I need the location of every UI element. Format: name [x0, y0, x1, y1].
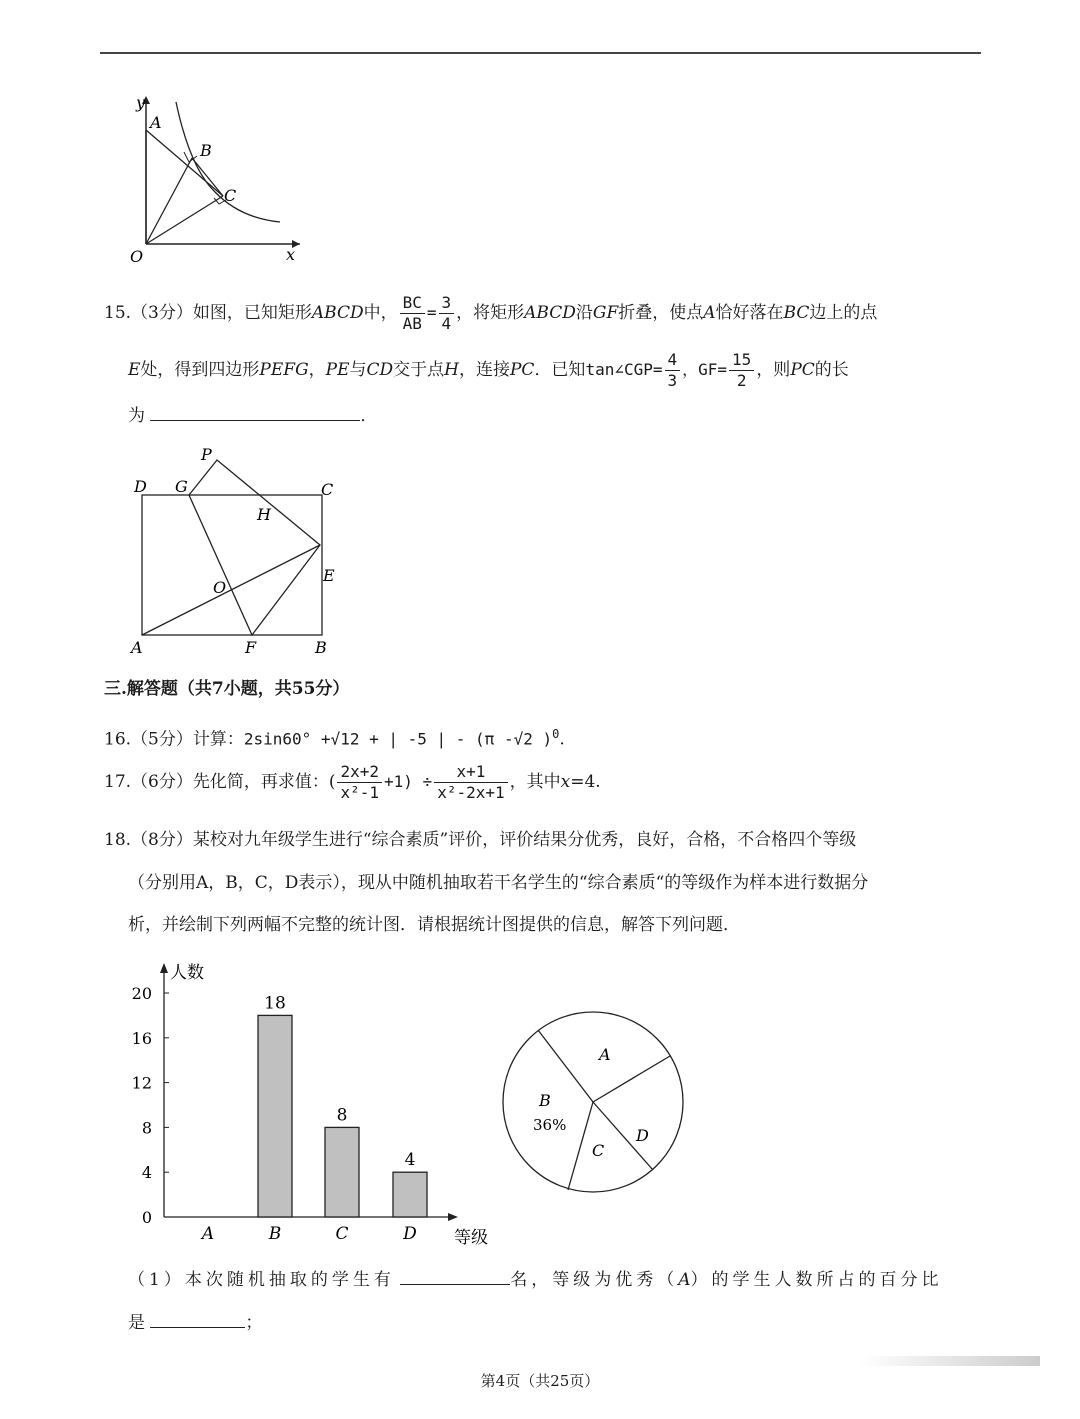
segment-OB: [146, 158, 192, 244]
bar-ytick-label: 8: [141, 1118, 152, 1138]
scan-shadow: [860, 1356, 1040, 1366]
pie-label-D: D: [636, 1126, 649, 1145]
question-18-line1: 18.（8分）某校对九年级学生进行“综合素质”评价，评价结果分优秀，良好，合格，不合格四个等级: [104, 830, 857, 850]
question-16: 16.（5分）计算：2sin60° +√12 + | -5 | - (π -√2 )$^0$.: [104, 727, 565, 750]
pie-divider-BC: [568, 1102, 593, 1190]
fraction-bc-ab: $\frac{BC}{AB}$: [400, 293, 425, 334]
question-15-line1: 15.（3分）如图，已知矩形ABCD中， $\frac{BC}{AB}$ = $\frac{3}{4}$ ，将矩形ABCD沿GF折叠，使点A恰好落在BC边上的点: [104, 293, 878, 333]
label-y: y: [136, 93, 146, 112]
fraction-3-4: $\frac{3}{4}$: [439, 293, 455, 334]
quad-PEFG: [189, 460, 320, 635]
bar-x-axis-arrow: [448, 1213, 458, 1221]
bar-ytick-label: 4: [141, 1163, 152, 1183]
segment-AC: [146, 130, 223, 196]
figure-14: [120, 88, 310, 268]
answer-blank-count: [400, 1268, 510, 1285]
pie-label-A: A: [599, 1045, 611, 1064]
label-C: C: [224, 186, 237, 205]
question-15-line3: 为 ．: [128, 406, 378, 426]
bar-D: [393, 1172, 427, 1217]
bar-chart: [120, 955, 500, 1255]
label-F: F: [245, 638, 257, 657]
label-O: O: [130, 247, 144, 266]
label-P: P: [201, 445, 212, 464]
bar-ytick-label: 0: [141, 1208, 152, 1227]
bar-data-label-B: 18: [264, 993, 286, 1014]
bar-category-A: A: [201, 1224, 215, 1244]
question-15-line2: E处，得到四边形PEFG，PE与CD交于点H，连接PC．已知tan∠CGP= $\frac{4}{3}$ ，GF= $\frac{15}{2}$ ，则PC的长: [128, 350, 849, 390]
bar-category-B: B: [268, 1224, 282, 1244]
segment-BC: [192, 158, 223, 196]
pie-value-B: 36%: [533, 1116, 567, 1134]
page-footer: 第4页（共25页）: [480, 1372, 600, 1390]
bar-ylabel: 人数: [170, 963, 204, 983]
fraction-1: $\frac{2x+2}{\text{x²-1}}$: [337, 762, 382, 803]
rectangle-ABCD: [142, 495, 322, 635]
fraction-4-3: $\frac{4}{3}$: [665, 350, 681, 391]
top-rule: [100, 52, 981, 54]
bar-category-D: D: [403, 1224, 417, 1244]
fraction-15-2: $\frac{15}{2}$: [729, 350, 754, 391]
label-E: E: [323, 566, 335, 585]
label-C: C: [321, 480, 334, 499]
bar-ytick-label: 12: [131, 1073, 152, 1093]
question-18-sub1-line1: （1）本次随机抽取的学生有 名，等级为优秀（A）的学生人数所占的百分比: [128, 1270, 943, 1290]
bar-y-axis-arrow: [160, 963, 168, 973]
segment-OC: [146, 196, 223, 244]
label-B: B: [315, 638, 327, 657]
label-B: B: [200, 141, 212, 160]
bar-xlabel: 等级: [454, 1228, 488, 1248]
pie-label-C: C: [592, 1141, 605, 1160]
answer-blank-percent: [150, 1311, 245, 1328]
question-18-sub1-line2: 是 ；: [128, 1313, 263, 1333]
section-heading: 三.解答题（共7小题，共55分）: [104, 679, 350, 699]
label-A: A: [131, 638, 143, 657]
pie-chart: [495, 1010, 695, 1210]
bar-C: [325, 1127, 359, 1217]
label-O: O: [213, 578, 227, 597]
question-18-line3: 析，并绘制下列两幅不完整的统计图．请根据统计图提供的信息，解答下列问题．: [128, 915, 740, 935]
label-x: x: [286, 245, 296, 264]
question-17: 17.（6分）先化简，再求值：( $\frac{2x+2}{\text{x²-1}}$ +1) ÷ $\frac{x+1}{\text{x²-2x+1}}$ ，其中x=4.: [104, 762, 601, 802]
bar-ytick-label: 16: [131, 1028, 152, 1048]
bar-B: [258, 1015, 292, 1217]
label-G: G: [175, 477, 188, 496]
bar-data-label-D: 4: [404, 1150, 416, 1171]
fraction-2: $\frac{x+1}{\text{x²-2x+1}}$: [434, 762, 507, 803]
bar-ytick-label: 20: [131, 984, 152, 1003]
question-18-line2: （分别用A，B，C，D表示），现从中随机抽取若干名学生的“综合素质“的等级作为样本进行数据分: [128, 873, 869, 893]
segment-AE: [142, 545, 320, 635]
figure-15: [125, 440, 355, 660]
label-D: D: [134, 477, 147, 496]
answer-blank-15: [150, 404, 360, 421]
bar-category-C: C: [335, 1224, 349, 1244]
label-H: H: [257, 505, 271, 524]
bar-data-label-C: 8: [336, 1105, 348, 1126]
label-A: A: [150, 113, 162, 132]
pie-label-B: B: [539, 1091, 551, 1110]
